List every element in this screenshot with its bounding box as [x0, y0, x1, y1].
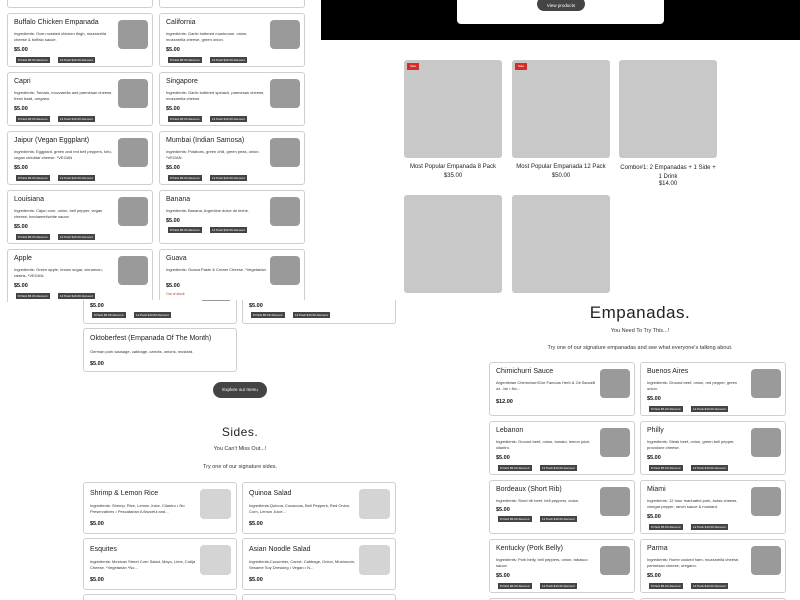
menu-card-partial	[7, 0, 153, 8]
side-name: Asian Noodle Salad	[249, 546, 311, 553]
menu-item-price: $5.00	[647, 573, 661, 579]
discount-8-tag: 8 Pack $5.00 discount	[500, 584, 530, 588]
menu-card[interactable]	[489, 421, 635, 475]
discount-12-tag: 12 Pack $10.00 discount	[693, 525, 726, 529]
discount-8-tag: 8 Pack $5.00 discount	[18, 294, 48, 298]
side-card[interactable]	[242, 538, 396, 590]
side-price: $5.00	[90, 521, 104, 527]
menu-card[interactable]	[159, 13, 305, 67]
side-image[interactable]	[359, 545, 390, 575]
menu-card[interactable]	[640, 480, 786, 534]
menu-item-ingredients: Ingredients: Short rib beef, bell peppers, onion.	[496, 498, 580, 503]
menu-card[interactable]	[159, 249, 305, 302]
discount-12-tag: 12 Pack $10.00 discount	[693, 407, 726, 411]
menu-item-image[interactable]	[270, 20, 300, 49]
product-image[interactable]	[512, 60, 610, 158]
side-card[interactable]	[242, 482, 396, 534]
side-price: $5.00	[249, 577, 263, 583]
menu-item-price: $5.00	[166, 47, 180, 53]
menu-item-price: $5.00	[496, 507, 510, 513]
product-name[interactable]: Combo#1: 2 Empanadas + 1 Side + 1 Drink	[620, 165, 716, 180]
menu-item-image[interactable]	[751, 487, 781, 516]
menu-card[interactable]	[159, 190, 305, 244]
product-name[interactable]: Most Popular Empanada 8 Pack	[409, 164, 497, 170]
menu-item-ingredients: Ingredients: Home cooked ham, mozzarella cheese, parmesan cheese, oregano.	[647, 557, 740, 568]
view-products-button[interactable]: View products	[537, 0, 585, 11]
menu-item-ingredients: Ingredients: Cajun corn, onion, bell pepper, vegan cheese, bechamel/white sauce.	[14, 208, 103, 219]
menu-item-image[interactable]	[270, 197, 300, 226]
discount-8-tag: 8 Pack $5.00 discount	[18, 117, 48, 121]
discount-8-tag: 8 Pack $5.00 discount	[170, 176, 200, 180]
sides-title: Sides.	[221, 425, 259, 439]
discount-8-tag: 8 Pack $5.00 discount	[170, 58, 200, 62]
sale-badge: Sale	[515, 63, 527, 70]
discount-8-tag: 8 Pack $5.00 discount	[18, 58, 48, 62]
menu-item-price: $5.00	[166, 165, 180, 171]
menu-card[interactable]	[7, 72, 153, 126]
discount-8-tag: 8 Pack $5.00 discount	[651, 407, 681, 411]
sides-description: Try one of our signature sides.	[202, 464, 278, 470]
menu-card[interactable]	[640, 539, 786, 593]
menu-item-image[interactable]	[751, 369, 781, 398]
side-ingredients: Ingredients: Shrimp, Rice, Lemon Juice, Cilantro • No Preservatives • Pescatarian A flavorful and...	[90, 503, 185, 514]
discount-12-tag: 12 Pack $10.00 discount	[212, 228, 245, 232]
discount-8-tag: 8 Pack $5.00 discount	[500, 466, 530, 470]
menu-card[interactable]	[489, 539, 635, 593]
menu-item-image[interactable]	[270, 138, 300, 167]
menu-item-price: $5.00	[14, 224, 28, 230]
menu-card[interactable]	[83, 328, 237, 372]
menu-item-ingredients: Ingredients: Garlic buttered spinach, parmesan cheese, mozzarella cheese.	[166, 90, 265, 101]
side-name: Shrimp & Lemon Rice	[90, 490, 159, 497]
menu-item-ingredients: Ingredients: Green apple, brown sugar, cinnamon, raisins. *VEGAN.	[14, 267, 103, 278]
menu-item-ingredients: Ingredients: Tomato, mozzarella and parmesan cheese, fresh basil, oregano.	[14, 90, 113, 101]
menu-item-price: $5.00	[647, 514, 661, 520]
menu-item-ingredients: Ingredients: Ground beef, onion, tomato, lemon juice, cilantro.	[496, 439, 591, 450]
side-name: Esquites	[90, 546, 117, 553]
menu-item-price: $5.00	[166, 283, 180, 289]
side-ingredients: Ingredients: Mexican Street Corn Salad, Mayo, Lime, Cotija Cheese. *Vegetarian *No...	[90, 559, 196, 570]
menu-item-ingredients: Argentinian Chimichurri!Our Famous Herb & Oil Sauce8 oz. Jar • No...	[496, 380, 596, 391]
menu-item-image[interactable]	[751, 546, 781, 575]
menu-item-ingredients: Ingredients: Garlic buttered mushroom, onion, mozzarella cheese, green onion.	[166, 31, 248, 42]
menu-item-price: $5.00	[647, 455, 661, 461]
menu-item-price: $5.00	[166, 106, 180, 112]
side-price: $5.00	[90, 577, 104, 583]
menu-item-ingredients: Ingredients: Potatoes, green chili, green peas, onion. *VEGAN	[166, 149, 260, 160]
product-image[interactable]	[512, 195, 610, 293]
menu-item-image[interactable]	[118, 197, 148, 226]
menu-card[interactable]	[640, 362, 786, 416]
menu-item-ingredients: Ingredients: 12 hour marinated pork, swiss cheese, vinegar pepper, ranch sauce & mustard.	[647, 498, 738, 509]
menu-card[interactable]	[159, 131, 305, 185]
menu-card[interactable]	[159, 72, 305, 126]
menu-item-image[interactable]	[270, 79, 300, 108]
menu-item-price: $5.00	[496, 573, 510, 579]
product-name[interactable]: Most Popular Empanada 12 Pack	[516, 164, 606, 170]
menu-item-name: Buffalo Chicken Empanada	[14, 19, 99, 26]
discount-12-tag: 12 Pack $10.00 discount	[60, 58, 93, 62]
menu-item-ingredients: Ingredients: Banana, Argentine dulce de leche.	[166, 208, 249, 213]
discount-12-tag: 12 Pack $10.00 discount	[542, 466, 575, 470]
menu-item-name: Buenos Aires	[647, 368, 689, 375]
product-image[interactable]	[619, 60, 717, 158]
discount-8-tag: 8 Pack $5.00 discount	[170, 117, 200, 121]
header-panel	[457, 0, 664, 24]
side-card[interactable]	[83, 482, 237, 534]
discount-12-tag: 12 Pack $10.00 discount	[60, 176, 93, 180]
menu-item-name: Parma	[647, 545, 668, 552]
menu-item-image[interactable]	[118, 256, 148, 285]
menu-card-partial[interactable]	[242, 300, 396, 324]
menu-item-image[interactable]	[600, 369, 630, 398]
discount-12-tag: 12 Pack $10.00 discount	[60, 117, 93, 121]
side-image[interactable]	[200, 489, 231, 519]
discount-8-tag: 8 Pack $5.00 discount	[170, 228, 200, 232]
product-image[interactable]	[404, 195, 502, 293]
empanadas-description: Try one of our signature empanadas and see what everyone's talking about.	[547, 345, 733, 351]
menu-item-image[interactable]	[751, 428, 781, 457]
discount-8-tag: 8 Pack $5.00 discount	[651, 525, 681, 529]
menu-item-image[interactable]	[600, 428, 630, 457]
side-card-partial[interactable]	[83, 594, 237, 600]
menu-item-price: $5.00	[14, 165, 28, 171]
discount-12-tag: 12 Pack $10.00 discount	[693, 584, 726, 588]
menu-item-name: Capri	[14, 78, 31, 85]
discount-12-tag: 12 Pack $10.00 discount	[542, 584, 575, 588]
menu-item-price: $5.00	[496, 455, 510, 461]
discount-12-tag: 12 Pack $10.00 discount	[542, 517, 575, 521]
menu-item-name: Mumbai (Indian Samosa)	[166, 137, 245, 144]
side-ingredients: Ingredients:Cucumber, Carrot, Cabbage, Onion, Mushroom, Sesame Soy Dressing • Vegan • N...	[249, 559, 356, 570]
menu-grid-top	[0, 0, 310, 302]
discount-12-tag: 12 Pack $10.00 discount	[212, 117, 245, 121]
menu-item-name: Lebanon	[496, 427, 524, 434]
side-image[interactable]	[200, 545, 231, 575]
sides-subtitle: You Can't Miss Out...!	[213, 446, 267, 452]
discount-12-tag: 12 Pack $10.00 discount	[693, 466, 726, 470]
menu-item-name: Banana	[166, 196, 191, 203]
sale-badge: Sale	[407, 63, 419, 70]
menu-item-ingredients: Ingredients: Ground beef, onion, red pepper, green onion.	[647, 380, 738, 391]
menu-item-price: $5.00	[14, 283, 28, 289]
menu-item-price: $5.00	[249, 303, 263, 309]
menu-item-ingredients: Ingredients: Eggplant, green and red bell peppers, tofu, vegan cheddar cheese. *VEGAN	[14, 149, 112, 160]
discount-8-tag: 8 Pack $5.00 discount	[18, 235, 48, 239]
side-ingredients: Ingredients:Quinoa, Couscous, Bell Peppers, Red Onion, Corn, Lemon Juice...	[249, 503, 351, 514]
menu-item-image[interactable]	[270, 256, 300, 285]
menu-card-partial	[159, 0, 305, 8]
product-price: $14.00	[658, 181, 678, 187]
menu-item-ingredients: Ingredients: Pork belly, bell peppers, onion, tabasco sauce.	[496, 557, 588, 568]
discount-8-tag: 8 Pack $5.00 discount	[18, 176, 48, 180]
product-price: $35.00	[443, 173, 463, 179]
menu-card[interactable]	[7, 249, 153, 302]
menu-card-partial[interactable]	[83, 300, 237, 324]
discount-12-tag: 12 Pack $10.00 discount	[60, 294, 93, 298]
out-of-stock-label: Out of stock	[166, 292, 185, 296]
menu-item-name: Guava	[166, 255, 187, 262]
product-price: $50.00	[551, 173, 571, 179]
discount-12-tag: 12 Pack $10.00 discount	[136, 313, 169, 317]
empanadas-subtitle: You Need To Try This...!	[610, 328, 670, 334]
menu-item-price: $5.00	[166, 218, 180, 224]
menu-card[interactable]	[489, 362, 635, 416]
side-card[interactable]	[83, 538, 237, 590]
discount-12-tag: 12 Pack $10.00 discount	[60, 235, 93, 239]
discount-12-tag: 12 Pack $10.00 discount	[295, 313, 328, 317]
menu-card[interactable]	[7, 13, 153, 67]
menu-item-ingredients: German pork sausage, cabbage, carrots, onions, mustard.	[90, 349, 194, 354]
side-name: Quinoa Salad	[249, 490, 292, 497]
menu-item-image[interactable]	[600, 487, 630, 516]
menu-item-image[interactable]	[600, 546, 630, 575]
menu-item-price: $5.00	[14, 47, 28, 53]
menu-item-image[interactable]	[118, 20, 148, 49]
discount-8-tag: 8 Pack $5.00 discount	[651, 584, 681, 588]
discount-12-tag: 12 Pack $10.00 discount	[212, 176, 245, 180]
explore-menu-button[interactable]: Explore our menu	[213, 382, 267, 398]
menu-item-image[interactable]	[118, 79, 148, 108]
menu-item-name: Bordeaux (Short Rib)	[496, 486, 562, 493]
empanadas-section	[480, 300, 800, 600]
menu-item-price: $5.00	[90, 303, 104, 309]
discount-8-tag: 8 Pack $5.00 discount	[651, 466, 681, 470]
menu-item-name: Jaipur (Vegan Eggplant)	[14, 137, 90, 144]
side-card-partial[interactable]	[242, 594, 396, 600]
side-image[interactable]	[359, 489, 390, 519]
menu-item-price: $5.00	[647, 396, 661, 402]
menu-item-price: $5.00	[90, 361, 104, 367]
menu-item-ingredients: Ingredients: Oven roasted chicken thigh, mozzarella cheese & buffalo sauce.	[14, 31, 107, 42]
discount-8-tag: 8 Pack $5.00 discount	[500, 517, 530, 521]
menu-item-price: $5.00	[14, 106, 28, 112]
menu-card[interactable]	[489, 480, 635, 534]
menu-card[interactable]	[7, 190, 153, 244]
menu-item-image[interactable]	[118, 138, 148, 167]
empanadas-title: Empanadas.	[589, 303, 691, 322]
side-price: $5.00	[249, 521, 263, 527]
menu-item-ingredients: Ingredients: Steak beef, onion, green bell pepper, provolone cheese.	[647, 439, 735, 450]
menu-item-name: California	[166, 19, 196, 26]
header-bar	[321, 0, 800, 40]
product-image[interactable]	[404, 60, 502, 158]
menu-card[interactable]	[7, 131, 153, 185]
products-grid	[321, 40, 800, 302]
menu-item-name: Oktoberfest (Empanada Of The Month)	[90, 335, 212, 342]
menu-item-name: Philly	[647, 427, 664, 434]
menu-item-name: Chimichurri Sauce	[496, 368, 554, 375]
menu-item-name: Apple	[14, 255, 32, 262]
menu-item-ingredients: Ingredients: Guava Paste & Cream Cheese. *Vegetarian	[166, 267, 266, 272]
discount-8-tag: 8 Pack $5.00 discount	[253, 313, 283, 317]
sides-section	[75, 300, 405, 600]
menu-item-price: $12.00	[496, 399, 513, 405]
menu-card[interactable]	[640, 421, 786, 475]
menu-item-name: Kentucky (Pork Belly)	[496, 545, 563, 552]
discount-8-tag: 8 Pack $5.00 discount	[94, 313, 124, 317]
discount-12-tag: 12 Pack $10.00 discount	[212, 58, 245, 62]
divider	[202, 300, 230, 301]
menu-item-name: Louisiana	[14, 196, 44, 203]
menu-item-name: Miami	[647, 486, 666, 493]
menu-item-name: Singapore	[166, 78, 198, 85]
